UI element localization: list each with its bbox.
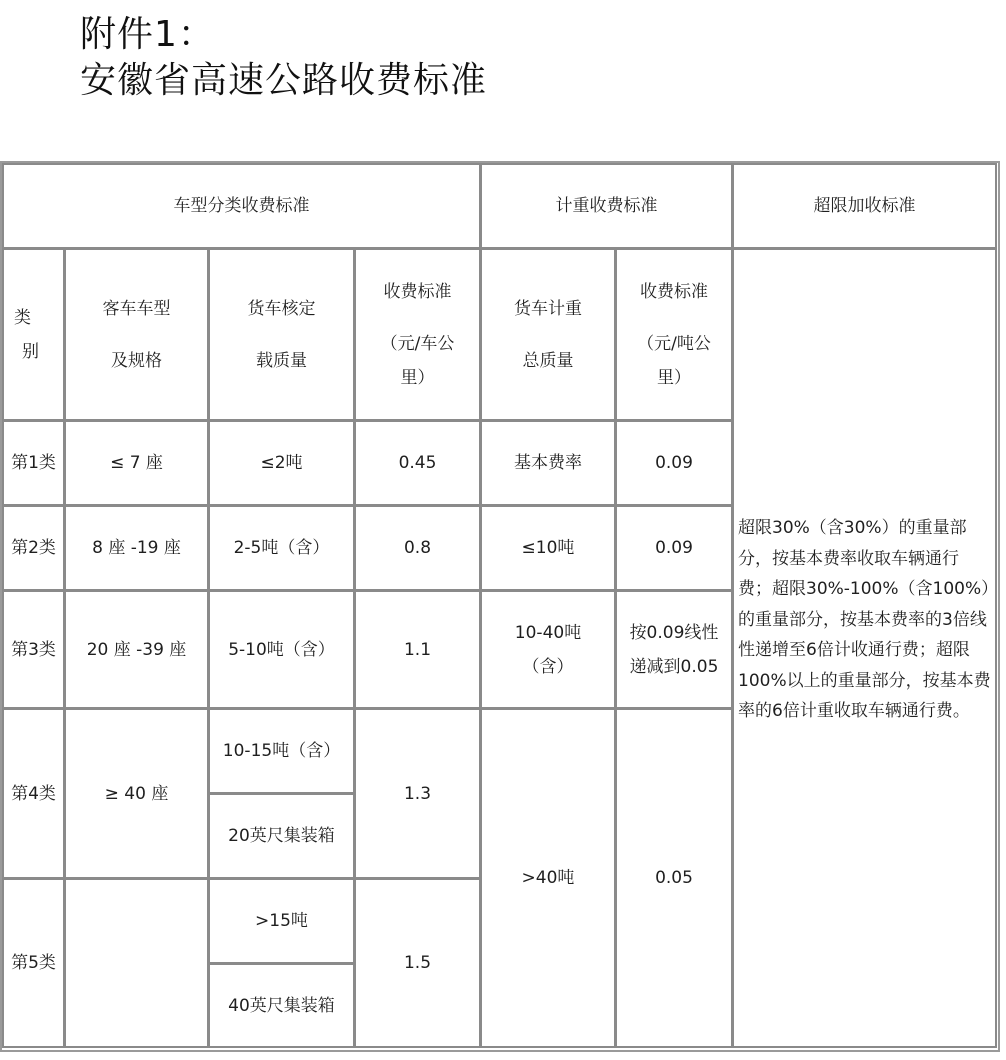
weight-row3-rate: 按0.09线性 递减到0.05 xyxy=(615,590,733,709)
row2-rate-vehicle: 0.8 xyxy=(354,505,481,591)
row4-truck-load-b: 20英尺集装箱 xyxy=(208,793,355,879)
col-header-rate-vehicle: 收费标准 （元/车公 里） xyxy=(354,248,481,421)
row5-category: 第5类 xyxy=(2,878,65,1048)
row1-category: 第1类 xyxy=(2,420,65,506)
weight-row2-rate: 0.09 xyxy=(615,505,733,591)
group-header-weight-based: 计重收费标准 xyxy=(480,163,733,249)
attachment-label: 附件1： xyxy=(80,14,215,55)
row5-truck-load-b: 40英尺集装箱 xyxy=(208,963,355,1048)
row2-truck-load: 2-5吨（含） xyxy=(208,505,355,591)
row5-passenger xyxy=(64,878,209,1048)
group-header-vehicle-class: 车型分类收费标准 xyxy=(2,163,481,249)
row3-category: 第3类 xyxy=(2,590,65,709)
row1-passenger: ≤ 7 座 xyxy=(64,420,209,506)
row2-category: 第2类 xyxy=(2,505,65,591)
col-header-truck-load: 货车核定 载质量 xyxy=(208,248,355,421)
row5-truck-load-a: >15吨 xyxy=(208,878,355,964)
weight-row3-gross: 10-40吨 （含） xyxy=(480,590,616,709)
row4-truck-load-a: 10-15吨（含） xyxy=(208,708,355,794)
row4-rate-vehicle: 1.3 xyxy=(354,708,481,879)
weight-row2-gross: ≤10吨 xyxy=(480,505,616,591)
col-header-category: 类 别 xyxy=(2,248,65,421)
row3-passenger: 20 座 -39 座 xyxy=(64,590,209,709)
row4-category: 第4类 xyxy=(2,708,65,879)
row1-truck-load: ≤2吨 xyxy=(208,420,355,506)
weight-row1-rate: 0.09 xyxy=(615,420,733,506)
row1-rate-vehicle: 0.45 xyxy=(354,420,481,506)
col-header-truck-gross: 货车计重 总质量 xyxy=(480,248,616,421)
row4-passenger: ≥ 40 座 xyxy=(64,708,209,879)
document-title xyxy=(80,12,487,104)
weight-row1-gross: 基本费率 xyxy=(480,420,616,506)
weight-row4-gross: >40吨 xyxy=(480,708,616,1048)
row5-rate-vehicle: 1.5 xyxy=(354,878,481,1048)
group-header-overload: 超限加收标准 xyxy=(732,163,997,249)
weight-row4-rate: 0.05 xyxy=(615,708,733,1048)
overload-surcharge-note: 超限30%（含30%）的重量部分，按基本费率收取车辆通行费；超限30%-100%（含100%）的重量部分，按基本费率的3倍线性递增至6倍计收通行费；超限 100%以上的重量部分，按基本费率的6倍计重收取车辆通行费。 xyxy=(732,248,997,1048)
page-title: 安徽省高速公路收费标准 xyxy=(80,60,488,101)
row3-truck-load: 5-10吨（含） xyxy=(208,590,355,709)
row2-passenger: 8 座 -19 座 xyxy=(64,505,209,591)
row3-rate-vehicle: 1.1 xyxy=(354,590,481,709)
col-header-rate-ton: 收费标准 （元/吨公 里） xyxy=(615,248,733,421)
col-header-passenger: 客车车型 及规格 xyxy=(64,248,209,421)
